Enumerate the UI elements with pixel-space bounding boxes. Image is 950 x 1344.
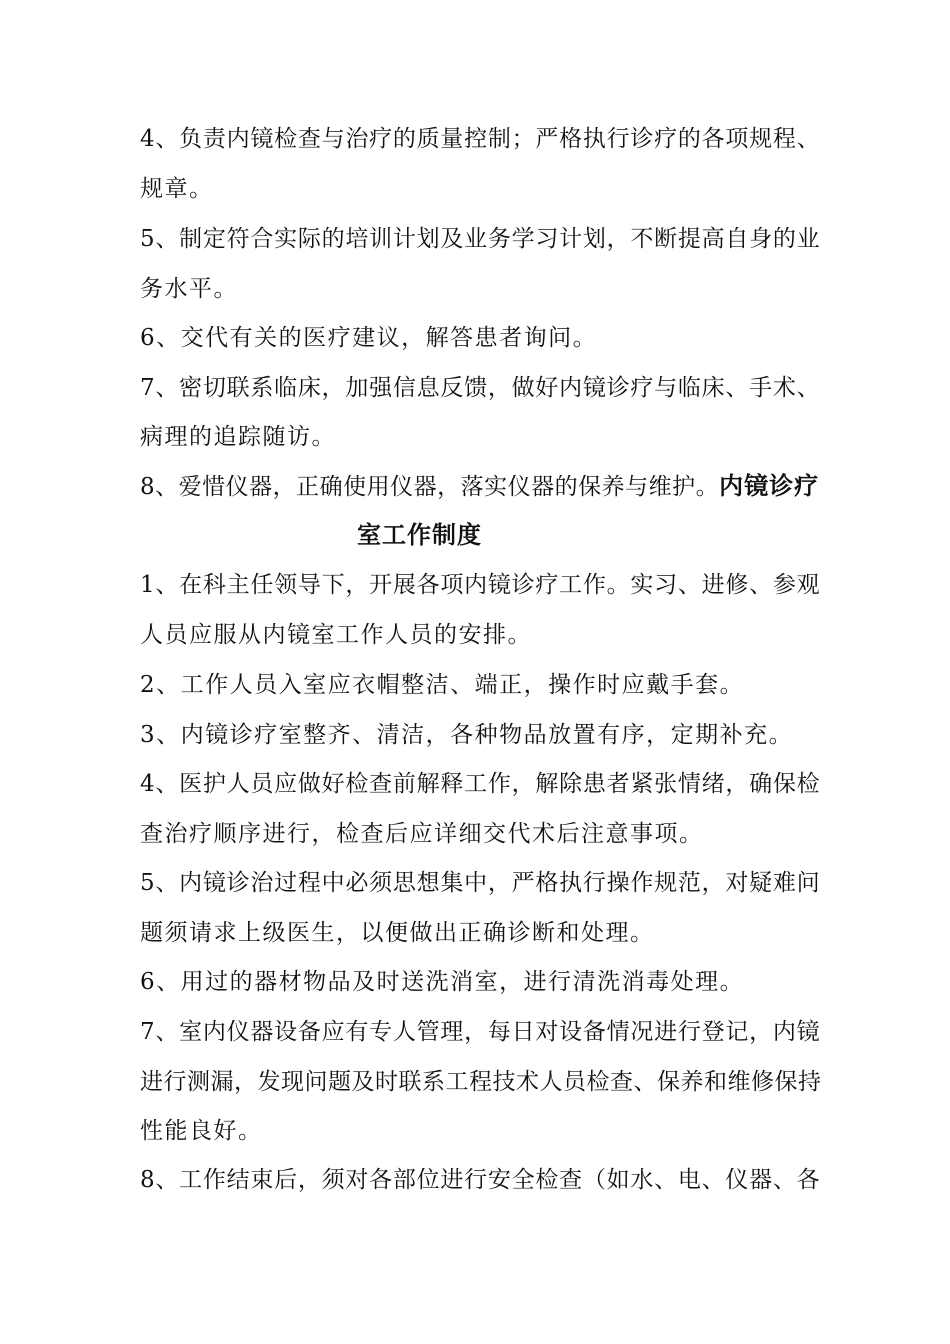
section-heading-part1: 内镜诊疗 <box>719 472 820 500</box>
s1-item7-line1: 7、密切联系临床，加强信息反馈，做好内镜诊疗与临床、手术、 <box>140 375 821 401</box>
s2-item6-line1: 6、用过的器材物品及时送洗消室，进行清洗消毒处理。 <box>140 969 745 995</box>
s2-item7-line3: 性能良好。 <box>140 1118 263 1144</box>
s2-item4-line1: 4、医护人员应做好检查前解释工作，解除患者紧张情绪，确保检 <box>140 771 821 797</box>
s2-item7-line1: 7、室内仪器设备应有专人管理，每日对设备情况进行登记，内镜 <box>140 1019 821 1045</box>
s1-item6-line1: 6、交代有关的医疗建议，解答患者询问。 <box>140 325 598 351</box>
s1-item8-text: 8、爱惜仪器，正确使用仪器，落实仪器的保养与维护。 <box>140 474 720 500</box>
s2-item3-line1: 3、内镜诊疗室整齐、清洁，各种物品放置有序，定期补充。 <box>140 722 794 748</box>
s2-item8-line1: 8、工作结束后，须对各部位进行安全检查（如水、电、仪器、各 <box>140 1167 821 1193</box>
s2-item4-line2: 查治疗顺序进行，检查后应详细交代术后注意事项。 <box>140 821 704 847</box>
s2-item1-line1: 1、在科主任领导下，开展各项内镜诊疗工作。实习、进修、参观 <box>140 572 821 598</box>
s1-item4-line1: 4、负责内镜检查与治疗的质量控制；严格执行诊疗的各项规程、 <box>140 126 821 152</box>
s2-item1-line2: 人员应服从内镜室工作人员的安排。 <box>140 622 532 648</box>
s2-item7-line2: 进行测漏，发现问题及时联系工程技术人员检查、保养和维修保持 <box>140 1069 822 1095</box>
s2-item2-line1: 2、工作人员入室应衣帽整洁、端正，操作时应戴手套。 <box>140 672 745 698</box>
s1-item5-line1: 5、制定符合实际的培训计划及业务学习计划，不断提高自身的业 <box>140 226 821 252</box>
s2-item5-line2: 题须请求上级医生，以便做出正确诊断和处理。 <box>140 920 655 946</box>
s2-item5-line1: 5、内镜诊治过程中必须思想集中，严格执行操作规范，对疑难问 <box>140 870 821 896</box>
s1-item7-line2: 病理的追踪随访。 <box>140 424 336 450</box>
s1-item4-line2: 规章。 <box>140 176 214 202</box>
s1-item8-line1 <box>140 471 819 502</box>
s1-item5-line2: 务水平。 <box>140 276 238 302</box>
section-heading-part2: 室工作制度 <box>357 521 482 549</box>
